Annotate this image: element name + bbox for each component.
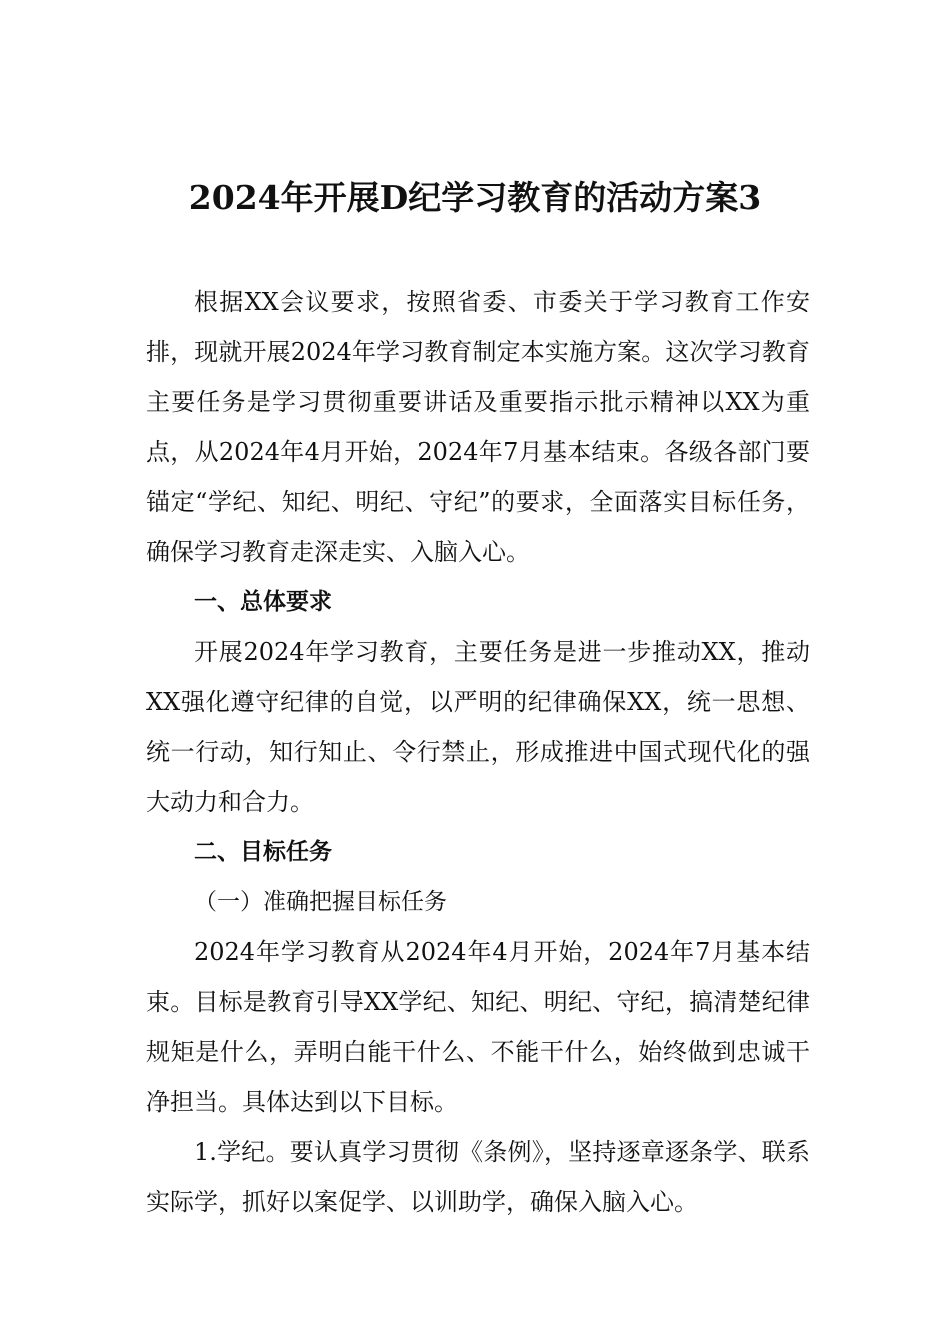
general-requirements-paragraph: 开展2024年学习教育，主要任务是进一步推动XX，推动XX强化遵守纪律的自觉，以严明的纪律确保XX，统一思想、统一行动，知行知止、令行禁止，形成推进中国式现代化的强大动力和合力。	[146, 638, 810, 816]
goals-paragraph: 2024年学习教育从2024年4月开始，2024年7月基本结束。目标是教育引导XX学纪、知纪、明纪、守纪，搞清楚纪律规矩是什么，弄明白能干什么、不能干什么，始终做到忠诚干净担当。具体达到以下目标。	[146, 938, 810, 1116]
subsection-heading-grasp-goals: （一）准确把握目标任务	[194, 889, 447, 915]
intro-paragraph: 根据XX会议要求，按照省委、市委关于学习教育工作安排，现就开展2024年学习教育制定本实施方案。这次学习教育主要任务是学习贯彻重要讲话及重要指示批示精神以XX为重点，从2024年4月开始，2024年7月基本结束。各级各部门要锚定“学纪、知纪、明纪、守纪”的要求，全面落实目标任务，确保学习教育走深走实、入脑入心。	[146, 288, 810, 566]
document-title: 2024年开展D纪学习教育的活动方案3	[188, 178, 762, 217]
item-1-paragraph: 1.学纪。要认真学习贯彻《条例》，坚持逐章逐条学、联系实际学，抓好以案促学、以训助学，确保入脑入心。	[146, 1138, 810, 1216]
section-heading-general-requirements: 一、总体要求	[194, 589, 332, 615]
section-heading-goals-tasks: 二、目标任务	[194, 839, 332, 865]
document-body	[146, 277, 810, 1227]
